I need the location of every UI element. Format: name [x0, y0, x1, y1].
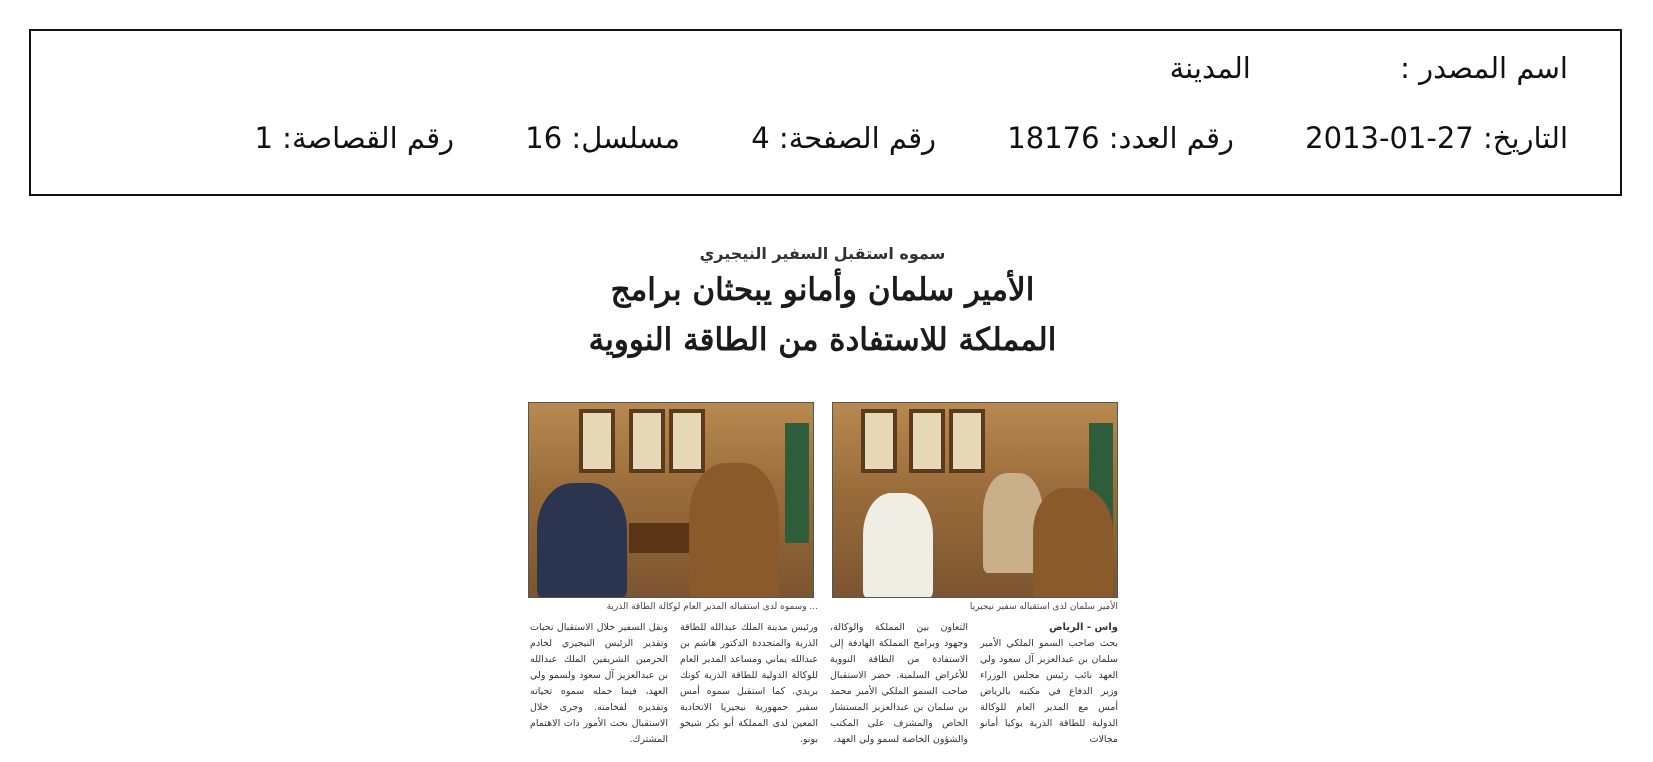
issue-number: رقم العدد: 18176 — [1007, 121, 1234, 155]
article-column-1 — [980, 620, 1118, 748]
article-photos — [528, 402, 1118, 598]
table — [629, 523, 689, 553]
portrait-frame — [629, 409, 665, 473]
person-figure — [689, 463, 779, 598]
metadata-row — [255, 121, 1568, 155]
clipping-info-box — [29, 29, 1622, 196]
caption-left: ... وسموه لدى استقباله المدير العام لوكالة الطاقة الذرية — [606, 602, 818, 612]
headline-line-2: المملكة للاستفادة من الطاقة النووية — [588, 322, 1057, 358]
source-row — [1170, 51, 1568, 85]
flag — [785, 423, 809, 543]
article-column-3: ورئيس مدينة الملك عبدالله للطاقة الذرية والمتجددة الدكتور هاشم بن عبدالله يماني ومساعد المدير العام للوكالة الدولية للطاقة الذرية كونك بريدي. كما استقبل سموه أمس سفير جمهورية نيجيريا الاتحادية المعين لدى المملكة أبو بكر شيخو بونو. — [680, 622, 818, 745]
article-subheadline: سموه استقبل السفير النيجيري — [699, 244, 946, 263]
date-field: التاريخ: 27-01-2013 — [1305, 121, 1568, 155]
portrait-frame — [861, 409, 897, 473]
serial-number: مسلسل: 16 — [525, 121, 681, 155]
article-byline: واس - الرياض — [1049, 622, 1118, 633]
portrait-frame — [669, 409, 705, 473]
page-number: رقم الصفحة: 4 — [751, 121, 937, 155]
clip-number: رقم القصاصة: 1 — [254, 121, 455, 155]
article-body — [528, 620, 1118, 760]
newspaper-clipping — [516, 240, 1129, 760]
portrait-frame — [909, 409, 945, 473]
article-headline — [516, 265, 1129, 365]
person-figure — [1033, 488, 1113, 598]
person-figure — [537, 483, 627, 598]
headline-line-1: الأمير سلمان وأمانو يبحثان برامج — [610, 272, 1035, 308]
article-column-4: ونقل السفير خلال الاستقبال تحيات وتقدير الرئيس النيجيري لخادم الحرمين الشريفين الملك عبدالله بن عبدالعزيز آل سعود ولسمو ولي العهد، فيما حمله سموه تحياته وتقديره لفخامته. وجرى خلال الاستقبال بحث الأمور ذات الاهتمام المشترك. — [530, 622, 668, 745]
photo-nigerian-ambassador — [832, 402, 1118, 598]
source-label: اسم المصدر : — [1400, 51, 1568, 85]
caption-right: الأمير سلمان لدى استقباله سفير نيجيريا — [969, 602, 1118, 612]
portrait-frame — [579, 409, 615, 473]
portrait-frame — [949, 409, 985, 473]
article-column-2: التعاون بين المملكة والوكالة، وجهود وبرامج المملكة الهادفة إلى الاستفادة من الطاقة النووية للأغراض السلمية. حضر الاستقبال صاحب السمو الملكي الأمير محمد بن سلمان بن عبدالعزيز المستشار الخاص والمشرف على المكتب والشؤون الخاصة لسمو ولي العهد، — [830, 622, 968, 745]
source-value: المدينة — [1169, 51, 1251, 85]
column-text: بحث صاحب السمو الملكي الأمير سلمان بن عبدالعزيز آل سعود ولي العهد نائب رئيس مجلس الوزراء وزير الدفاع في مكتبه بالرياض أمس مع المدير العام للوكالة الدولية للطاقة الذرية يوكيا أمانو مجالات — [980, 638, 1118, 745]
person-figure — [863, 493, 933, 598]
photo-iaea-director — [528, 402, 814, 598]
